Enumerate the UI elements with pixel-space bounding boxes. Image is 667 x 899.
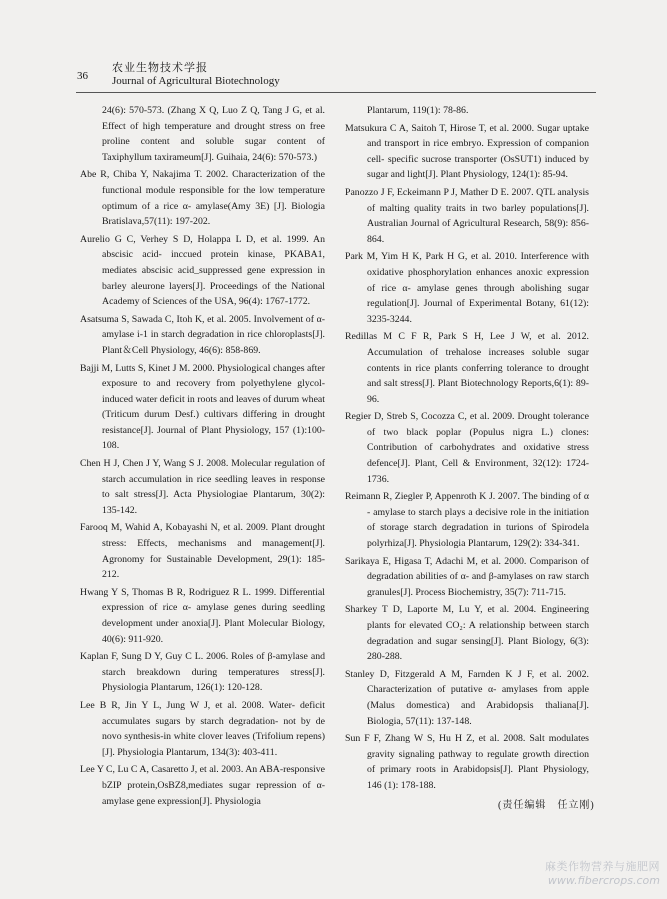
page-number: 36 — [77, 70, 88, 82]
references-right-column — [345, 103, 589, 796]
reference-item: Kaplan F, Sung D Y, Guy C L. 2006. Roles of β-amylase and starch breakdown during temperatures stress[J]. Physiologia Plantarum, 126(1): 120-128. — [80, 651, 325, 694]
reference-item: Hwang Y S, Thomas B R, Rodriguez R L. 1999. Differential expression of rice α- amylase genes during seedling development under anoxia[J]. Plant Molecular Biology, 40(6): 911-920. — [80, 586, 325, 645]
reference-item: Redillas M C F R, Park S H, Lee J W, et al. 2012. Accumulation of trehalose increases soluble sugar contents in rice plants conferring tolerance to drought and salt stress[J]. Plant Biotechnology Reports,6(1): 89-96. — [345, 331, 589, 405]
reference-item: Matsukura C A, Saitoh T, Hirose T, et al. 2000. Sugar uptake and transport in rice embryo. Expression of companion cell- specific sucrose transporter (OsSUT1) induced by sugar and light[J]. Plant Physiology, 124(1): 85-94. — [345, 122, 589, 181]
header-rule — [76, 92, 596, 93]
editor-note: (责任编辑 任立刚) — [498, 800, 595, 811]
reference-item: Abe R, Chiba Y, Nakajima T. 2002. Characterization of the functional module responsible for the low temperature optimum of a rice α- amylase(Amy 3E) [J]. Biologia Bratislava,57(11): 197-202. — [80, 169, 325, 228]
reference-item: Asatsuma S, Sawada C, Itoh K, et al. 2005. Involvement of α-amylase i-1 in starch degradation in rice chloroplasts[J]. Plant＆Cell Physiology, 46(6): 858-869. — [80, 313, 325, 356]
reference-item: Stanley D, Fitzgerald A M, Farnden K J F, et al. 2002. Characterization of putative α- amylases from apple (Malus domestica) and Arabidopsis thaliana[J]. Biologia, 57(11): 137-148. — [345, 668, 589, 727]
reference-item: Lee Y C, Lu C A, Casaretto J, et al. 2003. An ABA-responsive bZIP protein,OsBZ8,mediates sugar repression of α-amylase gene expression[J]. Physiologia — [80, 764, 325, 807]
reference-item: Farooq M, Wahid A, Kobayashi N, et al. 2009. Plant drought stress: Effects, mechanisms and management[J]. Agronomy for Sustainable Development, 29(1): 185-212. — [80, 522, 325, 581]
reference-item: Bajji M, Lutts S, Kinet J M. 2000. Physiological changes after exposure to and recovery from polyethylene glycol-induced water deficit in roots and leaves of durum wheat (Triticum durum Desf.) cultivars differing in drought resistance[J]. Journal of Plant Physiology, 157 (1):100-108. — [80, 362, 325, 452]
reference-item: Chen H J, Chen J Y, Wang S J. 2008. Molecular regulation of starch accumulation in rice seedling leaves in response to salt stress[J]. Acta Physiologiae Plantarum, 30(2): 135-142. — [80, 458, 325, 516]
reference-item: Aurelio G C, Verhey S D, Holappa L D, et al. 1999. An abscisic acid- inccued protein kinase, PKABA1, mediates abscisic acid_suppressed gene expression in barley aleurone layers[J]. Proceedings of the National Academy of Sciences of the USA, 96(4): 1767-1772. — [80, 233, 325, 308]
reference-item: Sharkey T D, Laporte M, Lu Y, et al. 2004. Engineering plants for elevated CO₂: A relationship between starch degradation and sugar sensing[J]. Plant Biology, 6(3): 280-288. — [345, 604, 589, 663]
journal-title-cn: 农业生物技术学报 — [112, 62, 208, 74]
reference-item: Panozzo J F, Eckeimann P J, Mather D E. 2007. QTL analysis of malting quality traits in two barley populations[J]. Australian Journal of Agricultural Research, 58(9): 856-864. — [345, 186, 589, 245]
reference-item: 24(6): 570-573. (Zhang X Q, Luo Z Q, Tang J G, et al. Effect of high temperature and drought stress on free proline content and soluble sugar content of Taxiphyllum taxirameum[J]. Guihaia, 24(6): 570-573.) — [102, 105, 325, 163]
watermark — [545, 858, 660, 887]
references-left-column — [80, 103, 325, 811]
watermark-url: www.fibercrops.com — [547, 874, 660, 887]
reference-item: Plantarum, 119(1): 78-86. — [367, 105, 469, 116]
reference-item: Sarikaya E, Higasa T, Adachi M, et al. 2000. Comparison of degradation abilities of α- and β-amylases on raw starch granules[J]. Process Biochemistry, 35(7): 711-715. — [345, 555, 589, 598]
reference-item: Lee B R, Jin Y L, Jung W J, et al. 2008. Water- deficit accumulates sugars by starch degradation- not by de novo synthesis-in white clover leaves (Trifolium repens) [J]. Physiologia Plantarum, 134(3): 403-411. — [80, 699, 325, 758]
reference-item: Regier D, Streb S, Cocozza C, et al. 2009. Drought tolerance of two black poplar (Populus nigra L.) clones: Contribution of carbohydrates and oxidative stress defence[J]. Plant, Cell & Environment, 32(12): 1724-1736. — [345, 411, 589, 485]
reference-item: Sun F F, Zhang W S, Hu H Z, et al. 2008. Salt modulates gravity signaling pathway to regulate growth direction of primary roots in Arabidopsis[J]. Plant Physiology, 146 (1): 178-188. — [345, 733, 589, 791]
journal-title-en: Journal of Agricultural Biotechnology — [112, 75, 280, 87]
watermark-cn: 麻类作物营养与施肥网 — [545, 860, 660, 873]
reference-item: Park M, Yim H K, Park H G, et al. 2010. Interference with oxidative phosphorylation enhances anoxic expression of rice α- amylase genes through abolishing sugar regulation[J]. Journal of Experimental Botany, 61(12): 3235-3244. — [345, 251, 589, 325]
reference-item: Reimann R, Ziegler P, Appenroth K J. 2007. The binding of α - amylase to starch plays a decisive role in the initiation of storage starch degradation in turions of Spirodela polyrhiza[J]. Physiologia Plantarum, 129(2): 334-341. — [345, 491, 589, 550]
